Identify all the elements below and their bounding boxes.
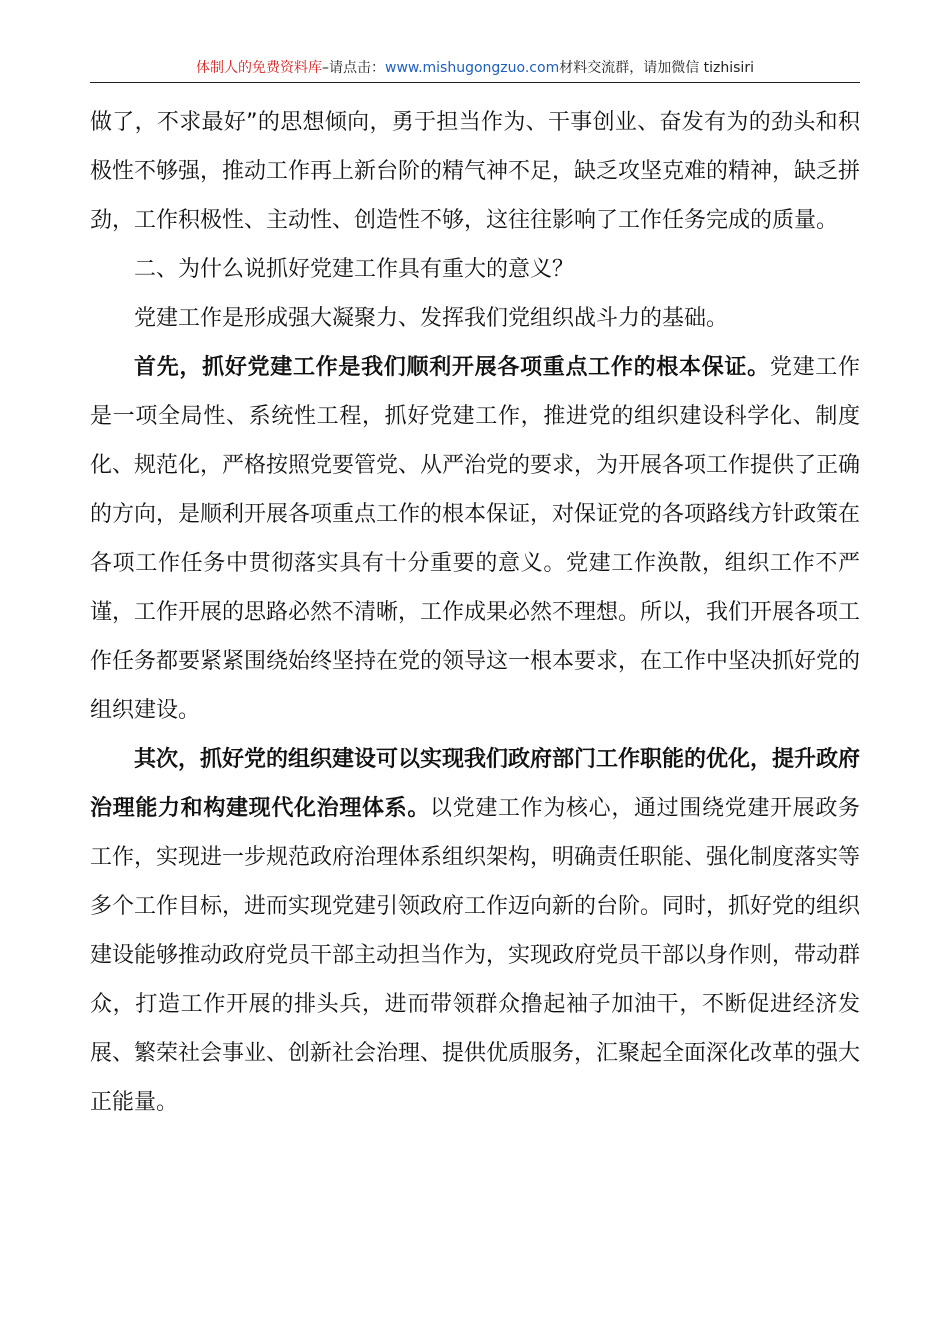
header-click-text: –请点击：: [322, 60, 386, 76]
first-point-lead: 首先，抓好党建工作是我们顺利开展各项重点工作的根本保证。: [134, 355, 770, 380]
second-point-text: 以党建工作为核心，通过围绕党建开展政务工作，实现进一步规范政府治理体系组织架构，明确责任职能、强化制度落实等多个工作目标，进而实现党建引领政府工作迈向新的台阶。同时，抓好党的组织建设能够推动政府党员干部主动担当作为，实现政府党员干部以身作则，带动群众，打造工作开展的排头兵，进而带领群众撸起袖子加油干，不断促进经济发展、繁荣社会事业、创新社会治理、提供优质服务，汇聚起全面深化改革的强大正能量。: [90, 796, 861, 1115]
header-divider: [90, 82, 860, 83]
paragraph-continuation: 做了，不求最好”的思想倾向，勇于担当作为、干事创业、奋发有为的劲头和积极性不够强，推动工作再上新台阶的精气神不足，缺乏攻坚克难的精神，缺乏拼劲，工作积极性、主动性、创造性不够，这往往影响了工作任务完成的质量。: [90, 110, 861, 233]
paragraph-second-point: [90, 735, 860, 1127]
paragraph-intro: 党建工作是形成强大凝聚力、发挥我们党组织战斗力的基础。: [134, 306, 729, 331]
document-body: [90, 98, 860, 1127]
first-point-text: 党建工作是一项全局性、系统性工程，抓好党建工作，推进党的组织建设科学化、制度化、规范化，严格按照党要管党、从严治党的要求，为开展各项工作提供了正确的方向，是顺利开展各项重点工作的根本保证，对保证党的各项路线方针政策在各项工作任务中贯彻落实具有十分重要的意义。党建工作涣散，组织工作不严谨，工作开展的思路必然不清晰，工作成果必然不理想。所以，我们开展各项工作任务都要紧紧围绕始终坚持在党的领导这一根本要求，在工作中坚决抓好党的组织建设。: [90, 355, 861, 723]
header-site-name: 体制人的免费资料库: [196, 60, 323, 76]
paragraph-first-point: [90, 343, 860, 735]
page-header: [90, 58, 860, 78]
section-heading: 二、为什么说抓好党建工作具有重大的意义？: [134, 257, 575, 282]
header-wechat-text: 材料交流群，请加微信 tizhisiri: [559, 60, 754, 76]
header-url-link[interactable]: www.mishugongzuo.com: [385, 60, 560, 76]
second-point-lead: 其次，抓好党的组织建设可以实现我们政府部门工作职能的优化，提升政府治理能力和构建现代化治理体系。: [90, 747, 861, 821]
